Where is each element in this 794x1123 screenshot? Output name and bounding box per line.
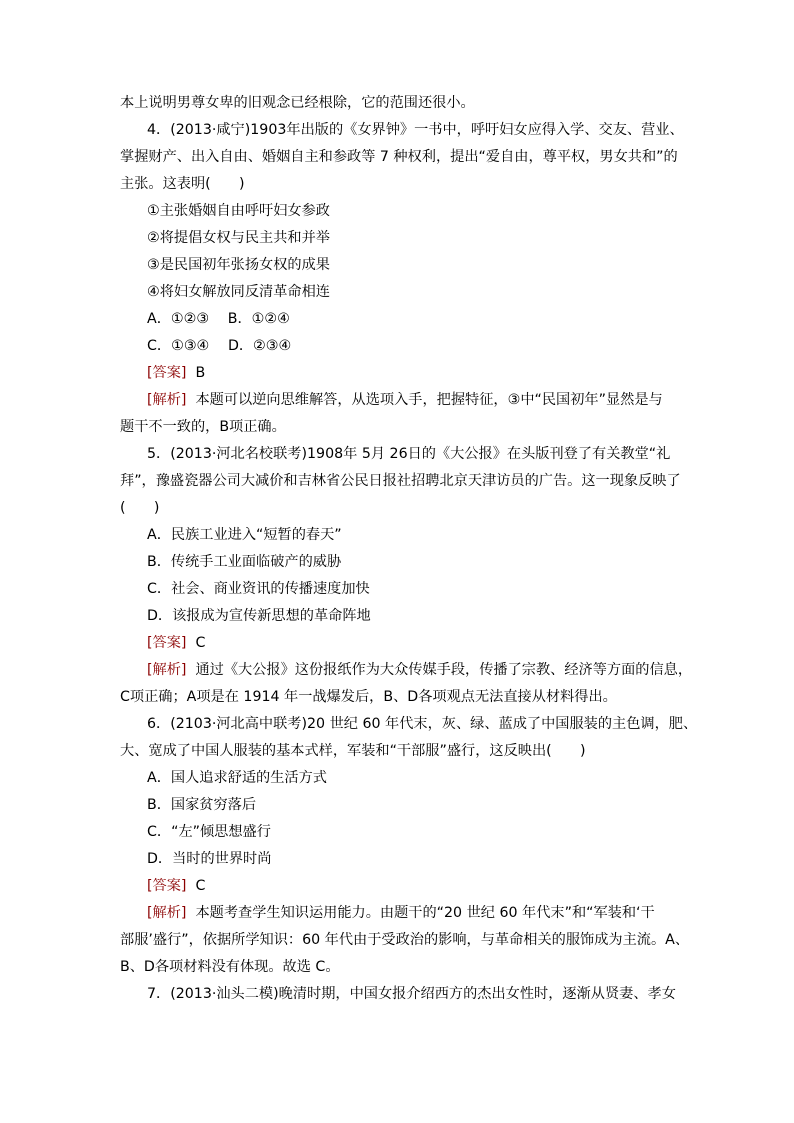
answer-line [147, 633, 205, 653]
answer-label: [答案] [147, 365, 187, 381]
analysis-line [147, 390, 663, 410]
analysis-line: B、D各项材料没有体现。故选 C。 [120, 959, 340, 975]
analysis-label: [解析] [147, 662, 187, 678]
analysis-label: [解析] [147, 905, 187, 921]
choice-line: B．传统手工业面临破产的威胁 [147, 554, 342, 570]
choice-line: B．国家贫穷落后 [147, 797, 257, 813]
statement-item: ②将提倡女权与民主共和并举 [147, 230, 330, 246]
choice-line: D．当时的世界时尚 [147, 851, 272, 867]
question-4-line: 主张。这表明( ) [120, 176, 245, 192]
choice-line: A．民族工业进入“短暂的春天” [147, 527, 342, 543]
choice-line: D．该报成为宣传新思想的革命阵地 [147, 608, 371, 624]
analysis-line [147, 903, 655, 923]
analysis-line: C项正确；A项是在 1914 年一战爆发后，B、D各项观点无法直接从材料得出。 [120, 689, 617, 705]
answer-line [147, 363, 205, 383]
statement-item: ④将妇女解放同反清革命相连 [147, 284, 330, 300]
analysis-label: [解析] [147, 392, 187, 408]
analysis-text: 通过《大公报》这份报纸作为大众传媒手段，传播了宗教、经济等方面的信息， [195, 662, 693, 678]
analysis-line: 题干不一致的，B项正确。 [120, 419, 286, 435]
choice-line: C．社会、商业资讯的传播速度加快 [147, 581, 370, 597]
question-6-line: 6．(2103·河北高中联考)20 世纪 60 年代末，灰、绿、蓝成了中国服装的主色调，肥、 [147, 716, 698, 732]
question-4-line: 掌握财产、出入自由、婚姻自主和参政等 7 种权利，提出“爱自由，尊平权，男女共和”的 [120, 149, 678, 165]
choice-line: C．①③④ D．②③④ [147, 338, 292, 354]
answer-value: B [195, 365, 206, 381]
question-7-line: 7．(2013·汕头二模)晚清时期，中国女报介绍西方的杰出女性时，逐渐从贤妻、孝女 [147, 986, 676, 1002]
analysis-text: 本题可以逆向思维解答，从选项入手，把握特征，③中“民国初年”显然是与 [195, 392, 663, 408]
question-5-line: 拜”，豫盛瓷器公司大减价和吉林省公民日报社招聘北京天津访员的广告。这一现象反映了 [120, 473, 681, 489]
statement-item: ①主张婚姻自由呼吁妇女参政 [147, 203, 330, 219]
answer-label: [答案] [147, 635, 187, 651]
answer-value: C [195, 878, 206, 894]
text-line: 本上说明男尊女卑的旧观念已经根除，它的范围还很小。 [120, 95, 475, 111]
question-5-line: 5．(2013·河北名校联考)1908年 5月 26日的《大公报》在头版刊登了有关教堂“礼 [147, 446, 671, 462]
question-4-line: 4．(2013·咸宁)1903年出版的《女界钟》一书中，呼吁妇女应得入学、交友、营业、 [147, 122, 684, 138]
choice-line: C．“左”倾思想盛行 [147, 824, 271, 840]
question-6-line: 大、宽成了中国人服装的基本式样，军装和“干部服”盛行，这反映出( ) [120, 743, 586, 759]
choice-line: A．①②③ B．①②④ [147, 311, 290, 327]
answer-value: C [195, 635, 206, 651]
statement-item: ③是民国初年张扬女权的成果 [147, 257, 330, 273]
answer-label: [答案] [147, 878, 187, 894]
answer-line [147, 876, 205, 896]
choice-line: A．国人追求舒适的生活方式 [147, 770, 327, 786]
analysis-text: 本题考查学生知识运用能力。由题干的“20 世纪 60 年代末”和“军装和‘干 [195, 905, 655, 921]
analysis-line: 部服’盛行”，依据所学知识：60 年代由于受政治的影响，与革命相关的服饰成为主流。A、 [120, 932, 690, 948]
analysis-line [147, 660, 692, 680]
question-5-line: ( ) [120, 500, 160, 516]
